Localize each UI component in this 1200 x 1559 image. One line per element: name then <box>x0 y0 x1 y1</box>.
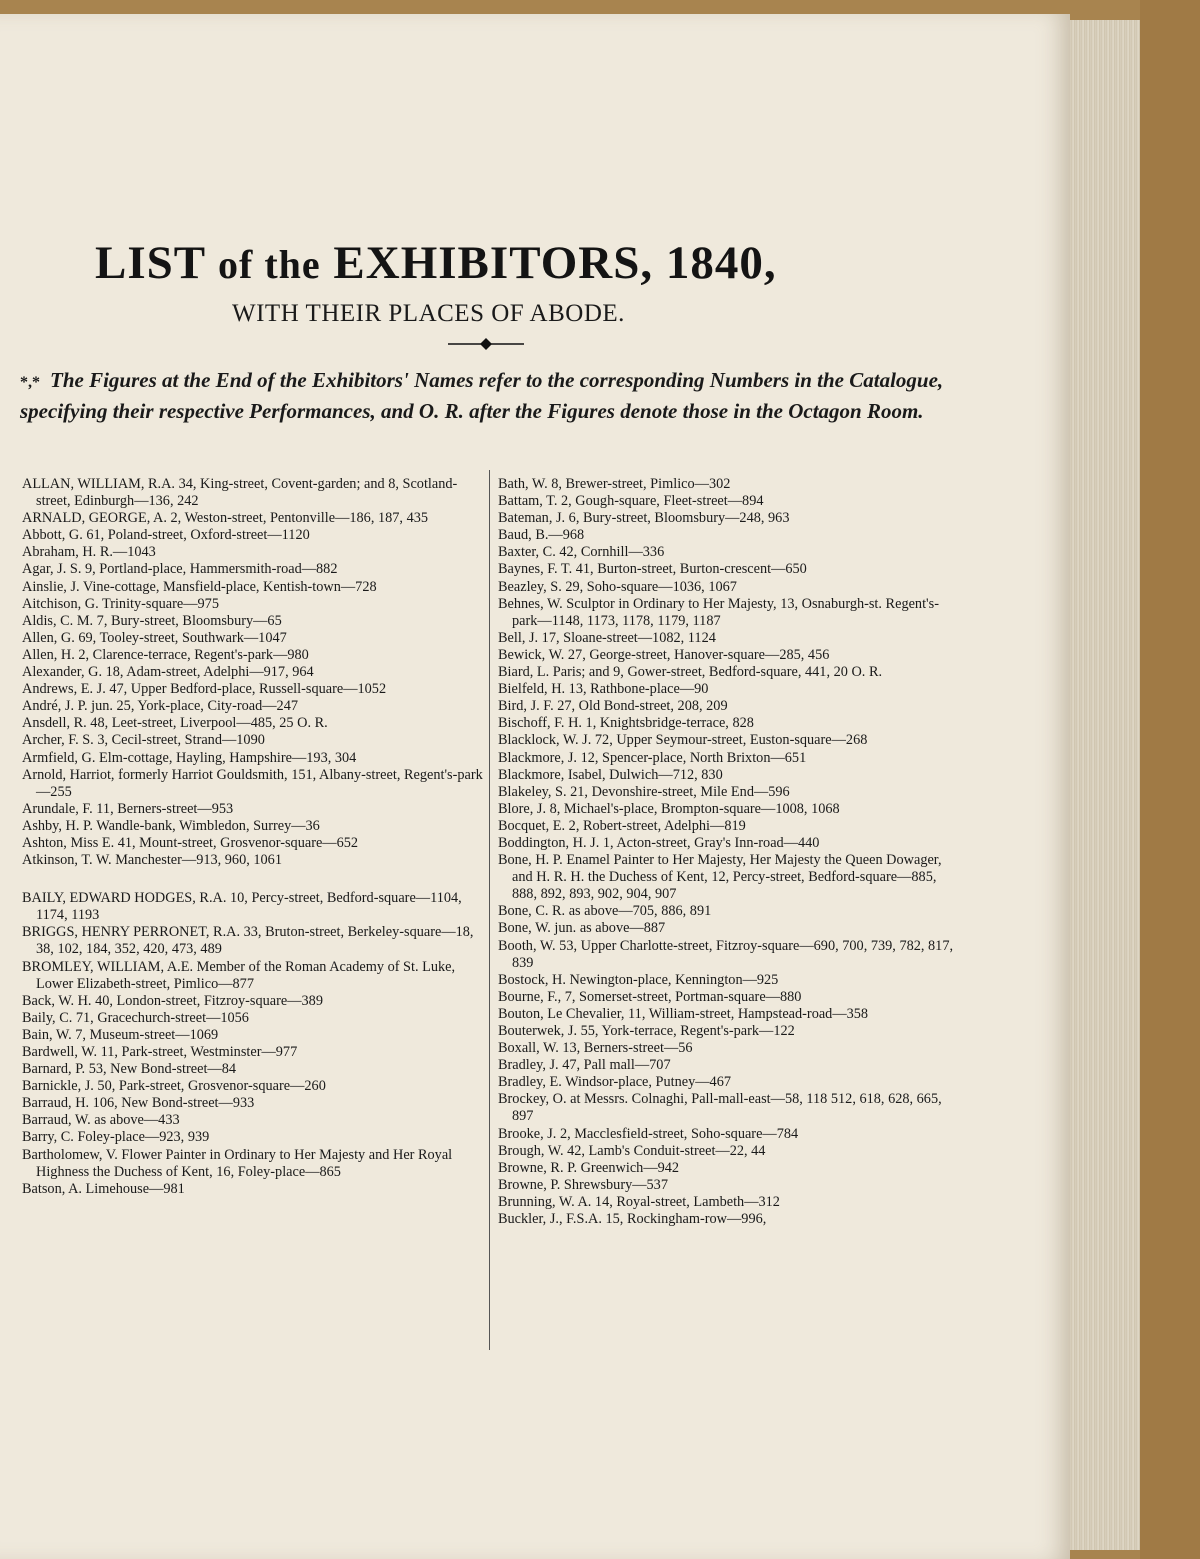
exhibitor-entry: BROMLEY, WILLIAM, A.E. Member of the Roman Academy of St. Luke, Lower Elizabeth-street, Pimlico—877 <box>22 958 456 992</box>
exhibitor-entry: Aitchison, G. Trinity-square—975 <box>22 595 219 612</box>
exhibitor-entry: Browne, R. P. Greenwich—942 <box>498 1159 680 1176</box>
exhibitor-entry: Alexander, G. 18, Adam-street, Adelphi—917, 964 <box>22 664 314 681</box>
exhibitor-entry: Ainslie, J. Vine-cottage, Mansfield-place, Kentish-town—728 <box>22 578 377 595</box>
exhibitor-entry: Battam, T. 2, Gough-square, Fleet-street—894 <box>498 493 764 510</box>
exhibitor-entry: Barnickle, J. 50, Park-street, Grosvenor-square—260 <box>22 1078 326 1095</box>
exhibitor-entry: Bird, J. F. 27, Old Bond-street, 208, 209 <box>498 698 728 715</box>
title-of: of the <box>218 242 321 287</box>
exhibitor-entry: Allen, H. 2, Clarence-terrace, Regent's-park—980 <box>22 646 309 663</box>
exhibitor-entry: Back, W. H. 40, London-street, Fitzroy-square—389 <box>22 992 323 1009</box>
exhibitor-entry: Bone, C. R. as above—705, 886, 891 <box>498 903 712 920</box>
exhibitor-entry: Arnold, Harriot, formerly Harriot Gouldsmith, 151, Albany-street, Regent's-park—255 <box>22 766 483 800</box>
exhibitor-entry: Beazley, S. 29, Soho-square—1036, 1067 <box>498 578 737 595</box>
exhibitor-entry: Ansdell, R. 48, Leet-street, Liverpool—485, 25 O. R. <box>22 715 328 732</box>
note-text: The Figures at the End of the Exhibitors' Names refer to the corresponding Numbers in the Catalogue, specifying their respective Performances, and O. R. after the Figures denote those in the Octagon Room. <box>20 368 944 423</box>
ornament-rule-icon <box>446 336 526 352</box>
exhibitor-entry: Bielfeld, H. 13, Rathbone-place—90 <box>498 681 709 698</box>
exhibitor-entry: Bone, H. P. Enamel Painter to Her Majesty, Her Majesty the Queen Dowager, and H. R. H. the Duchess of Kent, 12, Percy-street, Bedford-square—885, 888, 892, 893, 902, 904, 907 <box>498 852 942 903</box>
column-divider <box>489 470 490 1350</box>
exhibitor-entry: Bourne, F., 7, Somerset-street, Portman-square—880 <box>498 988 802 1005</box>
exhibitor-entry: Blakeley, S. 21, Devonshire-street, Mile End—596 <box>498 783 790 800</box>
exhibitor-entry: Batson, A. Limehouse—981 <box>22 1180 185 1197</box>
exhibitor-entry: Boddington, H. J. 1, Acton-street, Gray's Inn-road—440 <box>498 834 820 851</box>
exhibitor-entry: Bateman, J. 6, Bury-street, Bloomsbury—248, 963 <box>498 510 790 527</box>
exhibitor-entry: Baynes, F. T. 41, Burton-street, Burton-crescent—650 <box>498 561 807 578</box>
title-list: LIST <box>95 237 206 289</box>
exhibitor-entry: Baxter, C. 42, Cornhill—336 <box>498 544 665 561</box>
exhibitor-entry: Browne, P. Shrewsbury—537 <box>498 1176 668 1193</box>
exhibitor-entry: Bain, W. 7, Museum-street—1069 <box>22 1026 219 1043</box>
exhibitor-entry: Bouton, Le Chevalier, 11, William-street, Hampstead-road—358 <box>498 1005 869 1022</box>
exhibitor-entry: Bell, J. 17, Sloane-street—1082, 1124 <box>498 629 716 646</box>
exhibitor-entry: Bartholomew, V. Flower Painter in Ordinary to Her Majesty and Her Royal Highness the Duchess of Kent, 16, Foley-place—865 <box>22 1146 453 1180</box>
exhibitor-entry: BRIGGS, HENRY PERRONET, R.A. 33, Bruton-street, Berkeley-square—18, 38, 102, 184, 352, 420, 473, 489 <box>22 924 474 958</box>
exhibitor-entry: Ashby, H. P. Wandle-bank, Wimbledon, Surrey—36 <box>22 817 320 834</box>
exhibitor-entry: Bradley, J. 47, Pall mall—707 <box>498 1057 671 1074</box>
exhibitor-entry: Boxall, W. 13, Berners-street—56 <box>498 1040 693 1057</box>
exhibitor-entry: Barry, C. Foley-place—923, 939 <box>22 1129 210 1146</box>
exhibitor-entry: Barraud, W. as above—433 <box>22 1112 180 1129</box>
exhibitor-entry: Abbott, G. 61, Poland-street, Oxford-street—1120 <box>22 527 310 544</box>
exhibitor-entry: Barnard, P. 53, New Bond-street—84 <box>22 1061 237 1078</box>
exhibitor-entry: Baily, C. 71, Gracechurch-street—1056 <box>22 1009 249 1026</box>
exhibitor-entry: ALLAN, WILLIAM, R.A. 34, King-street, Covent-garden; and 8, Scotland-street, Edinburgh—136, 242 <box>22 476 458 510</box>
exhibitor-entry: BAILY, EDWARD HODGES, R.A. 10, Percy-street, Bedford-square—1104, 1174, 1193 <box>22 890 462 924</box>
page-title <box>95 236 895 290</box>
left-column <box>22 476 484 1198</box>
exhibitor-entry: Blore, J. 8, Michael's-place, Brompton-square—1008, 1068 <box>498 800 840 817</box>
exhibitor-entry: André, J. P. jun. 25, York-place, City-road—247 <box>22 698 298 715</box>
exhibitor-entry: Biard, L. Paris; and 9, Gower-street, Bedford-square, 441, 20 O. R. <box>498 664 883 681</box>
exhibitor-entry: Baud, B.—968 <box>498 527 585 544</box>
exhibitor-entry: Blackmore, Isabel, Dulwich—712, 830 <box>498 766 723 783</box>
exhibitor-entry: Bouterwek, J. 55, York-terrace, Regent's-park—122 <box>498 1023 795 1039</box>
right-column <box>498 476 964 1228</box>
explanatory-note <box>20 366 960 426</box>
exhibitor-entry: Brough, W. 42, Lamb's Conduit-street—22, 44 <box>498 1142 766 1159</box>
exhibitor-entry: Bone, W. jun. as above—887 <box>498 920 666 937</box>
exhibitor-entry: Bradley, E. Windsor-place, Putney—467 <box>498 1074 732 1091</box>
exhibitor-entry: Buckler, J., F.S.A. 15, Rockingham-row—996, <box>498 1211 767 1228</box>
exhibitor-entry: ARNALD, GEORGE, A. 2, Weston-street, Pentonville—186, 187, 435 <box>22 510 429 527</box>
exhibitor-entry: Brunning, W. A. 14, Royal-street, Lambeth—312 <box>498 1193 780 1210</box>
exhibitor-entry: Andrews, E. J. 47, Upper Bedford-place, Russell-square—1052 <box>22 681 387 698</box>
note-marker: *,* <box>20 374 40 391</box>
page-subtitle: WITH THEIR PLACES OF ABODE. <box>232 300 625 327</box>
exhibitor-entry: Bath, W. 8, Brewer-street, Pimlico—302 <box>498 476 731 492</box>
exhibitor-entry: Bostock, H. Newington-place, Kennington—925 <box>498 971 779 988</box>
exhibitor-entry: Archer, F. S. 3, Cecil-street, Strand—1090 <box>22 732 265 749</box>
exhibitor-entry: Bischoff, F. H. 1, Knightsbridge-terrace, 828 <box>498 715 754 732</box>
exhibitor-entry: Bewick, W. 27, George-street, Hanover-square—285, 456 <box>498 646 830 663</box>
exhibitor-entry: Brockey, O. at Messrs. Colnaghi, Pall-mall-east—58, 118 512, 618, 628, 665, 897 <box>498 1091 942 1125</box>
exhibitor-entry: Ashton, Miss E. 41, Mount-street, Grosvenor-square—652 <box>22 834 359 851</box>
section-gap <box>22 869 484 890</box>
exhibitor-entry: Aldis, C. M. 7, Bury-street, Bloomsbury—65 <box>22 612 282 629</box>
exhibitor-entry: Abraham, H. R.—1043 <box>22 544 156 561</box>
exhibitor-entry: Bardwell, W. 11, Park-street, Westminster—977 <box>22 1044 298 1060</box>
title-exhibitors: EXHIBITORS, 1840, <box>333 237 777 289</box>
exhibitor-entry: Barraud, H. 106, New Bond-street—933 <box>22 1095 255 1112</box>
exhibitor-entry: Atkinson, T. W. Manchester—913, 960, 1061 <box>22 852 282 869</box>
cover-spine-edge <box>1140 0 1200 1559</box>
exhibitor-entry: Booth, W. 53, Upper Charlotte-street, Fitzroy-square—690, 700, 739, 782, 817, 839 <box>498 937 954 971</box>
exhibitor-entry: Bocquet, E. 2, Robert-street, Adelphi—819 <box>498 817 746 834</box>
exhibitor-entry: Blacklock, W. J. 72, Upper Seymour-street, Euston-square—268 <box>498 732 868 749</box>
exhibitor-entry: Armfield, G. Elm-cottage, Hayling, Hampshire—193, 304 <box>22 749 357 766</box>
exhibitor-entry: Arundale, F. 11, Berners-street—953 <box>22 800 234 817</box>
exhibitor-entry: Agar, J. S. 9, Portland-place, Hammersmith-road—882 <box>22 561 338 578</box>
exhibitor-entry: Brooke, J. 2, Macclesfield-street, Soho-square—784 <box>498 1125 799 1142</box>
exhibitor-entry: Allen, G. 69, Tooley-street, Southwark—1047 <box>22 629 287 646</box>
exhibitor-entry: Blackmore, J. 12, Spencer-place, North Brixton—651 <box>498 749 807 766</box>
exhibitor-entry: Behnes, W. Sculptor in Ordinary to Her Majesty, 13, Osnaburgh-st. Regent's-park—1148, 1173, 1178, 1179, 1187 <box>498 595 939 629</box>
